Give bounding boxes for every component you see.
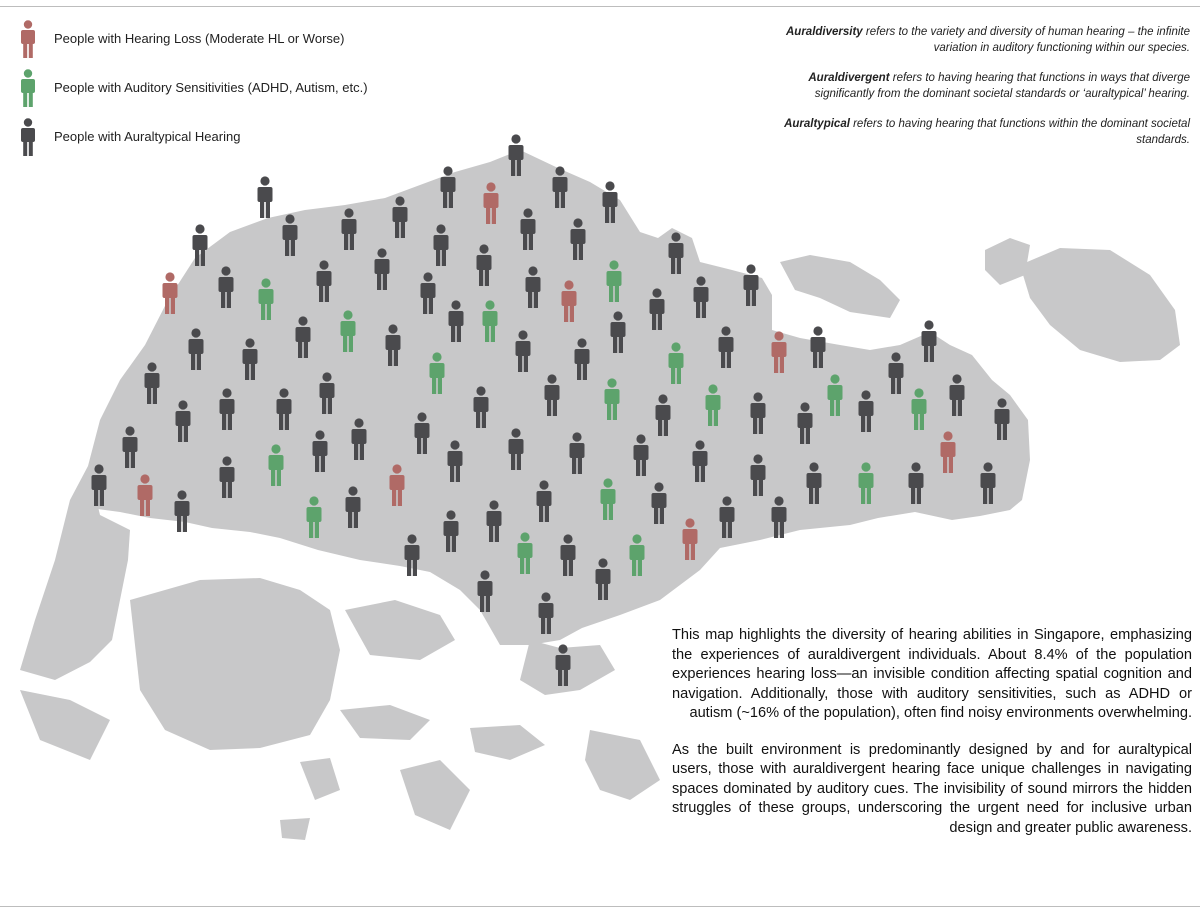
- summary-paragraph-1: This map highlights the diversity of hearing abilities in Singapore, emphasizing the experiences of auraldivergent individuals. About 8.4% of the population experiences hearing loss—an invisible condition affecting spatial cognition and navigation. Additionally, those with auditory sensitivities, such as ADHD or autism (~16% of the population), often find noisy environments overwhelming.: [672, 627, 1192, 721]
- definition-term: Auraldivergent: [808, 72, 890, 84]
- legend: [18, 14, 368, 161]
- definition-auraltypical: [770, 116, 1190, 148]
- island-sw-4: [300, 758, 340, 800]
- legend-label-hearing-loss: People with Hearing Loss (Moderate HL or Worse): [54, 31, 345, 46]
- person-icon-auraltypical: [18, 118, 38, 156]
- definition-auraldiversity: [770, 24, 1190, 56]
- island-west-small: [20, 690, 110, 760]
- legend-item-hearing-loss: [18, 14, 368, 63]
- summary-text: [672, 626, 1192, 855]
- island-ne-small: [985, 238, 1030, 285]
- jurong-island: [130, 578, 340, 750]
- definition-term: Auraltypical: [784, 118, 850, 130]
- definitions: [770, 24, 1190, 162]
- definition-text: refers to having hearing that functions in ways that diverge significantly from the dominant societal standards or ‘auraltypical’ hearing.: [814, 72, 1190, 100]
- island-tekong: [1020, 248, 1180, 362]
- island-sw-1: [345, 600, 455, 660]
- summary-paragraph-2: As the built environment is predominantly designed by and for auraltypical users, those with auraldivergent hearing face unique challenges in navigating spaces dominated by auditory cues. The invisibility of sound mirrors the hidden struggles of these groups, underscoring the urgent need for inclusive urban design and greater public awareness.: [672, 741, 1192, 836]
- island-sw-2: [340, 705, 430, 740]
- definition-auraldivergent: [770, 70, 1190, 102]
- person-icon-hearing-loss: [18, 20, 38, 58]
- definition-text: refers to having hearing that functions within the dominant societal standards.: [849, 118, 1190, 146]
- legend-item-auraltypical: [18, 112, 368, 161]
- island-south-long: [470, 725, 545, 760]
- island-ubin: [780, 255, 900, 318]
- person-icon-auditory-sensitivities: [18, 69, 38, 107]
- legend-item-auditory-sensitivities: [18, 63, 368, 112]
- island-sw-5: [280, 818, 310, 840]
- person-icon-auraltypical: [258, 176, 273, 218]
- island-sw-3: [400, 760, 470, 830]
- island-south-2: [585, 730, 660, 800]
- definition-text: refers to the variety and diversity of human hearing – the infinite variation in auditory functioning within our species.: [862, 26, 1190, 54]
- legend-label-auraltypical: People with Auraltypical Hearing: [54, 129, 241, 144]
- legend-label-auditory-sensitivities: People with Auditory Sensitivities (ADHD, Autism, etc.): [54, 80, 368, 95]
- definition-term: Auraldiversity: [786, 26, 863, 38]
